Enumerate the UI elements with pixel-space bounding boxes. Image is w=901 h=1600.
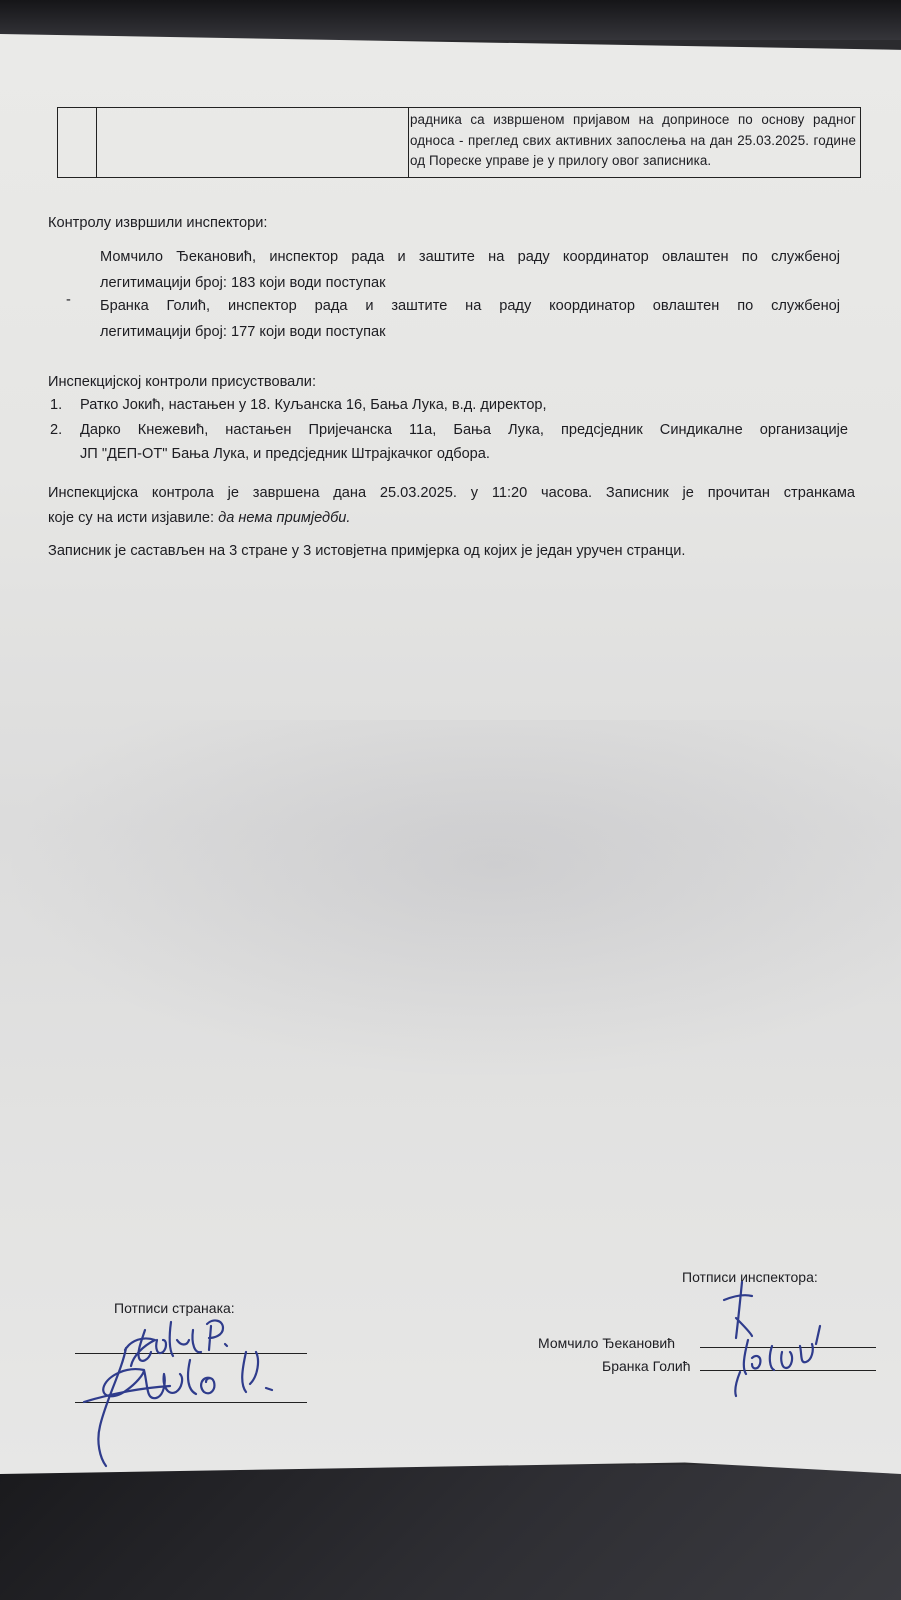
inspector-2-line-2: легитимацији број: 177 који води поступак	[100, 324, 386, 340]
attendee-1-number: 1.	[50, 397, 63, 413]
attendees-heading: Инспекцијској контроли присуствовали:	[48, 374, 317, 390]
closing-statement-italic: да нема примједби.	[218, 510, 351, 526]
inspector-1-line-2: легитимацији број: 183 који води поступак	[100, 275, 386, 291]
table-cell-description: радника са извршеном пријавом на доприносе по основу радног односа - преглед свих активних запослења на дан 25.03.2025. године од Пореске управе је у прилогу овог записника.	[410, 112, 856, 168]
inspectors-signatures-label: Потписи инспектора:	[682, 1269, 818, 1285]
attendee-1-text: Ратко Јокић, настањен у 18. Куљанска 16, Бања Лука, в.д. директор,	[80, 397, 547, 413]
table-cell-number	[58, 108, 97, 177]
attendee-2-line-2: ЈП "ДЕП-ОТ" Бања Лука, и предсједник Штрајкачког одбора.	[80, 446, 490, 462]
desk-background-top	[0, 0, 901, 40]
closing-statement-line-2	[48, 508, 350, 528]
attendee-2-number: 2.	[50, 422, 63, 438]
inspector-1-name: Момчило Ђекановић	[538, 1335, 676, 1351]
inspector-1-line-1: Момчило Ђекановић, инспектор рада и заштите на раду координатор овлаштен по службеној	[100, 249, 840, 265]
parties-signatures-label: Потписи странака:	[114, 1300, 235, 1316]
page-shadow	[0, 720, 901, 1080]
desk-background-bottom	[0, 1465, 901, 1600]
table-cell-item	[96, 108, 409, 177]
inspector-2-line-1: Бранка Голић, инспектор рада и заштите на раду координатор овлаштен по службеној	[100, 298, 840, 314]
closing-statement-plain: које су на исти изјавиле:	[48, 510, 219, 526]
inspectors-heading: Контролу извршили инспектори:	[48, 215, 268, 231]
inspector-2-signature	[720, 1316, 890, 1406]
record-table	[57, 107, 861, 178]
closing-statement-line-1: Инспекцијска контрола је завршена дана 25.03.2025. у 11:20 часова. Записник је прочитан странкама	[48, 485, 855, 501]
party-2-signature	[60, 1330, 320, 1470]
attendee-2-line-1: Дарко Кнежевић, настањен Пријечанска 11а, Бања Лука, предсједник Синдикалне организације	[80, 422, 848, 438]
copies-statement: Записник је састављен на 3 стране у 3 истовјетна примјерка од којих је један уручен странци.	[48, 543, 686, 559]
inspector-2-name: Бранка Голић	[602, 1358, 691, 1374]
inspector-list-bullet: -	[66, 292, 71, 308]
